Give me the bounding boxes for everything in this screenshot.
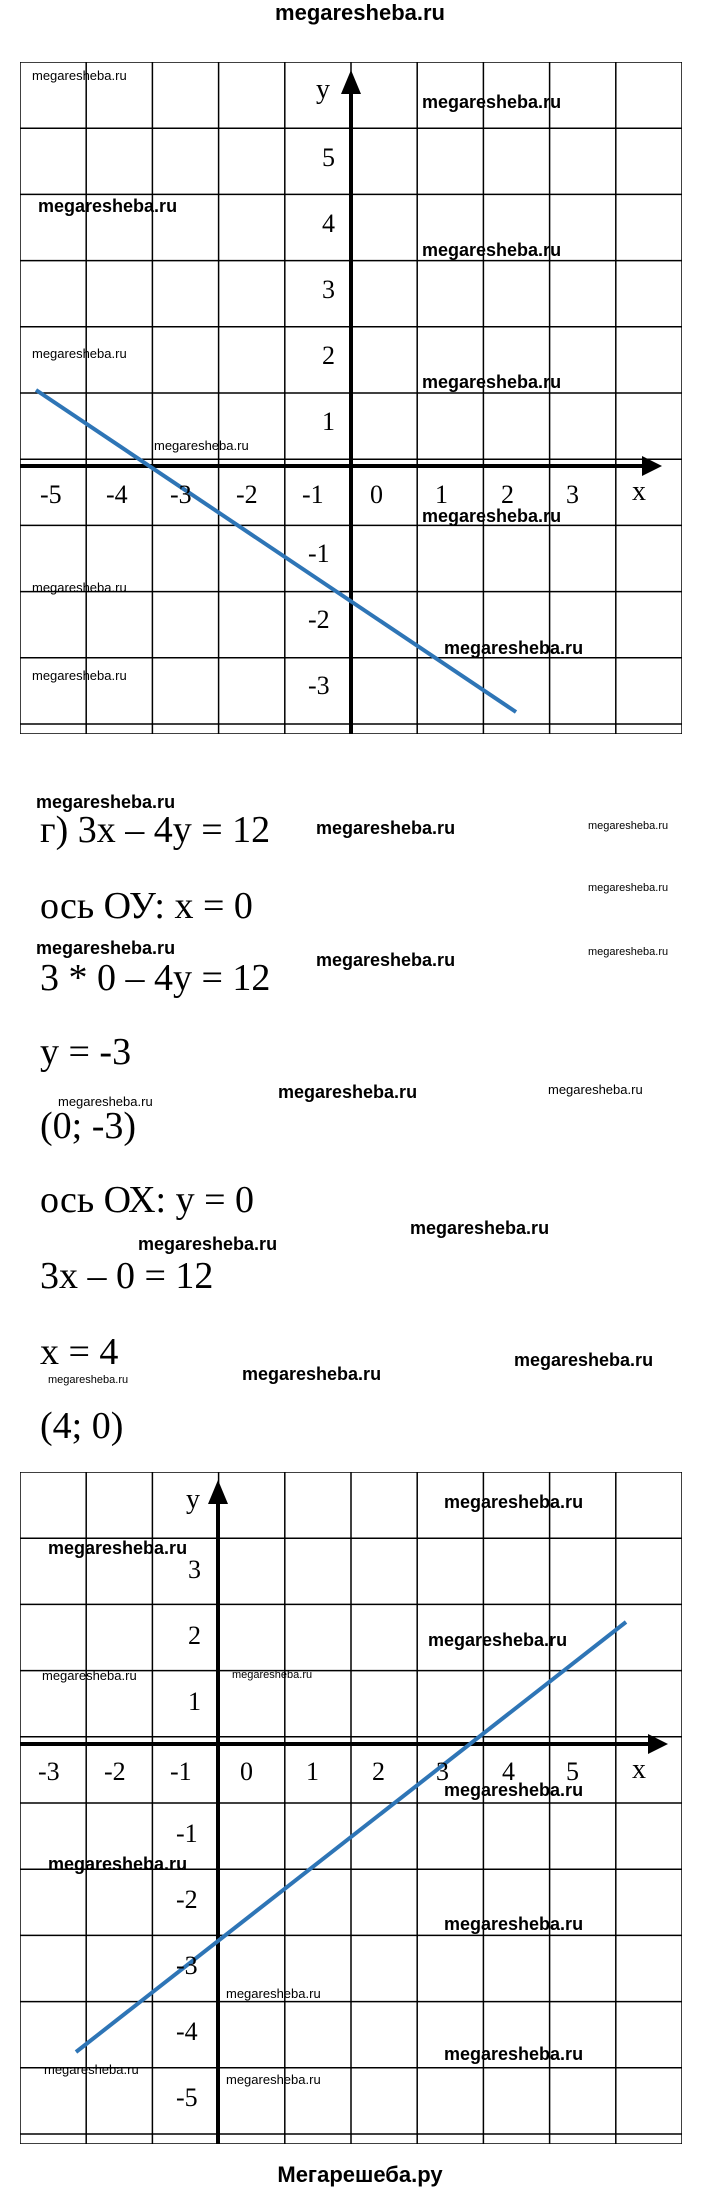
watermark: megaresheba.ru xyxy=(588,946,669,958)
site-header: megaresheba.ru xyxy=(275,0,445,25)
x-tick: 0 xyxy=(240,1757,253,1786)
equation-line: (4; 0) xyxy=(40,1405,124,1447)
graph-2-y-ticks xyxy=(176,1555,201,2112)
watermark: megaresheba.ru xyxy=(32,68,127,83)
x-tick: -5 xyxy=(40,480,62,509)
x-tick: 1 xyxy=(435,480,448,509)
x-tick: -2 xyxy=(104,1757,126,1786)
watermark: megaresheba.ru xyxy=(48,1374,129,1386)
watermark: megaresheba.ru xyxy=(36,792,176,812)
y-tick: 1 xyxy=(322,407,335,436)
x-tick: -1 xyxy=(170,1757,192,1786)
y-tick: 5 xyxy=(322,143,335,172)
watermark: megaresheba.ru xyxy=(410,1218,550,1238)
site-footer: Мегарешеба.ру xyxy=(277,2162,443,2187)
x-tick: 5 xyxy=(566,1757,579,1786)
watermark: megaresheba.ru xyxy=(48,1854,188,1874)
equation-line: ось ОХ: у = 0 xyxy=(40,1179,255,1221)
watermark: megaresheba.ru xyxy=(32,346,127,361)
y-tick: 3 xyxy=(322,275,335,304)
graph-2 xyxy=(20,1472,682,2144)
watermark: megaresheba.ru xyxy=(226,2072,321,2087)
equation-line: ось ОУ: х = 0 xyxy=(40,885,253,927)
y-tick: 3 xyxy=(188,1555,201,1584)
y-tick: -1 xyxy=(176,1819,198,1848)
watermark: megaresheba.ru xyxy=(42,1668,137,1683)
y-tick: -5 xyxy=(176,2083,198,2112)
graph-1-line xyxy=(36,390,516,712)
watermark: megaresheba.ru xyxy=(36,938,176,958)
watermark: megaresheba.ru xyxy=(444,1492,584,1512)
watermark: megaresheba.ru xyxy=(242,1364,382,1384)
graph-1-y-arrow xyxy=(341,70,361,94)
equation-line: х = 4 xyxy=(40,1331,119,1373)
y-tick: -2 xyxy=(176,1885,198,1914)
x-tick: 2 xyxy=(372,1757,385,1786)
y-tick: -2 xyxy=(308,605,330,634)
watermark: megaresheba.ru xyxy=(422,506,562,526)
watermark: megaresheba.ru xyxy=(428,1630,568,1650)
equation-line: 3х – 0 = 12 xyxy=(40,1255,214,1297)
watermark: megaresheba.ru xyxy=(58,1094,153,1109)
y-tick: -3 xyxy=(308,671,330,700)
watermark: megaresheba.ru xyxy=(154,438,249,453)
graph-1-watermarks xyxy=(32,68,583,683)
x-tick: 4 xyxy=(502,1757,515,1786)
graph-2-watermarks xyxy=(42,1492,583,2087)
equation-line: г) 3х – 4у = 12 xyxy=(40,809,271,851)
graph-1-x-ticks xyxy=(40,480,579,509)
watermark: megaresheba.ru xyxy=(316,950,456,970)
watermark: megaresheba.ru xyxy=(278,1082,418,1102)
equation-line: у = -3 xyxy=(40,1031,132,1073)
watermark: megaresheba.ru xyxy=(316,818,456,838)
equation-line: (0; -3) xyxy=(40,1105,137,1147)
watermark: megaresheba.ru xyxy=(444,1780,584,1800)
watermark: megaresheba.ru xyxy=(422,372,562,392)
watermark: megaresheba.ru xyxy=(48,1538,188,1558)
x-tick: -2 xyxy=(236,480,258,509)
x-tick: -1 xyxy=(302,480,324,509)
watermark: megaresheba.ru xyxy=(32,580,127,595)
graph-1 xyxy=(20,62,682,734)
graph-1-y-ticks xyxy=(308,143,335,700)
watermark: megaresheba.ru xyxy=(588,820,669,832)
x-tick: 2 xyxy=(501,480,514,509)
watermark: megaresheba.ru xyxy=(444,638,584,658)
watermark: megaresheba.ru xyxy=(38,196,178,216)
watermark: megaresheba.ru xyxy=(444,2044,584,2064)
y-tick: 2 xyxy=(188,1621,201,1650)
x-tick: 0 xyxy=(370,480,383,509)
watermark: megaresheba.ru xyxy=(422,92,562,112)
y-tick: -3 xyxy=(176,1951,198,1980)
x-tick: -4 xyxy=(106,480,128,509)
x-tick: 3 xyxy=(436,1757,449,1786)
x-tick: -3 xyxy=(170,480,192,509)
y-tick: 4 xyxy=(322,209,335,238)
watermark: megaresheba.ru xyxy=(588,882,669,894)
graph-2-y-label: y xyxy=(186,1484,200,1515)
x-tick: 1 xyxy=(306,1757,319,1786)
y-tick: 2 xyxy=(322,341,335,370)
watermark: megaresheba.ru xyxy=(226,1986,321,2001)
watermark: megaresheba.ru xyxy=(548,1082,643,1097)
equation-line: 3 * 0 – 4у = 12 xyxy=(40,957,271,999)
x-tick: 3 xyxy=(566,480,579,509)
graph-1-x-label: x xyxy=(632,476,646,507)
graph-2-x-label: x xyxy=(632,1754,646,1785)
watermark: megaresheba.ru xyxy=(44,2062,139,2077)
watermark: megaresheba.ru xyxy=(444,1914,584,1934)
watermark: megaresheba.ru xyxy=(232,1669,313,1681)
y-tick: 1 xyxy=(188,1687,201,1716)
graph-2-y-arrow xyxy=(208,1480,228,1504)
y-tick: -1 xyxy=(308,539,330,568)
y-tick: -4 xyxy=(176,2017,198,2046)
watermark: megaresheba.ru xyxy=(32,668,127,683)
watermark: megaresheba.ru xyxy=(514,1350,654,1370)
watermark: megaresheba.ru xyxy=(138,1234,278,1254)
watermark: megaresheba.ru xyxy=(422,240,562,260)
graph-1-y-label: y xyxy=(316,74,330,105)
x-tick: -3 xyxy=(38,1757,60,1786)
